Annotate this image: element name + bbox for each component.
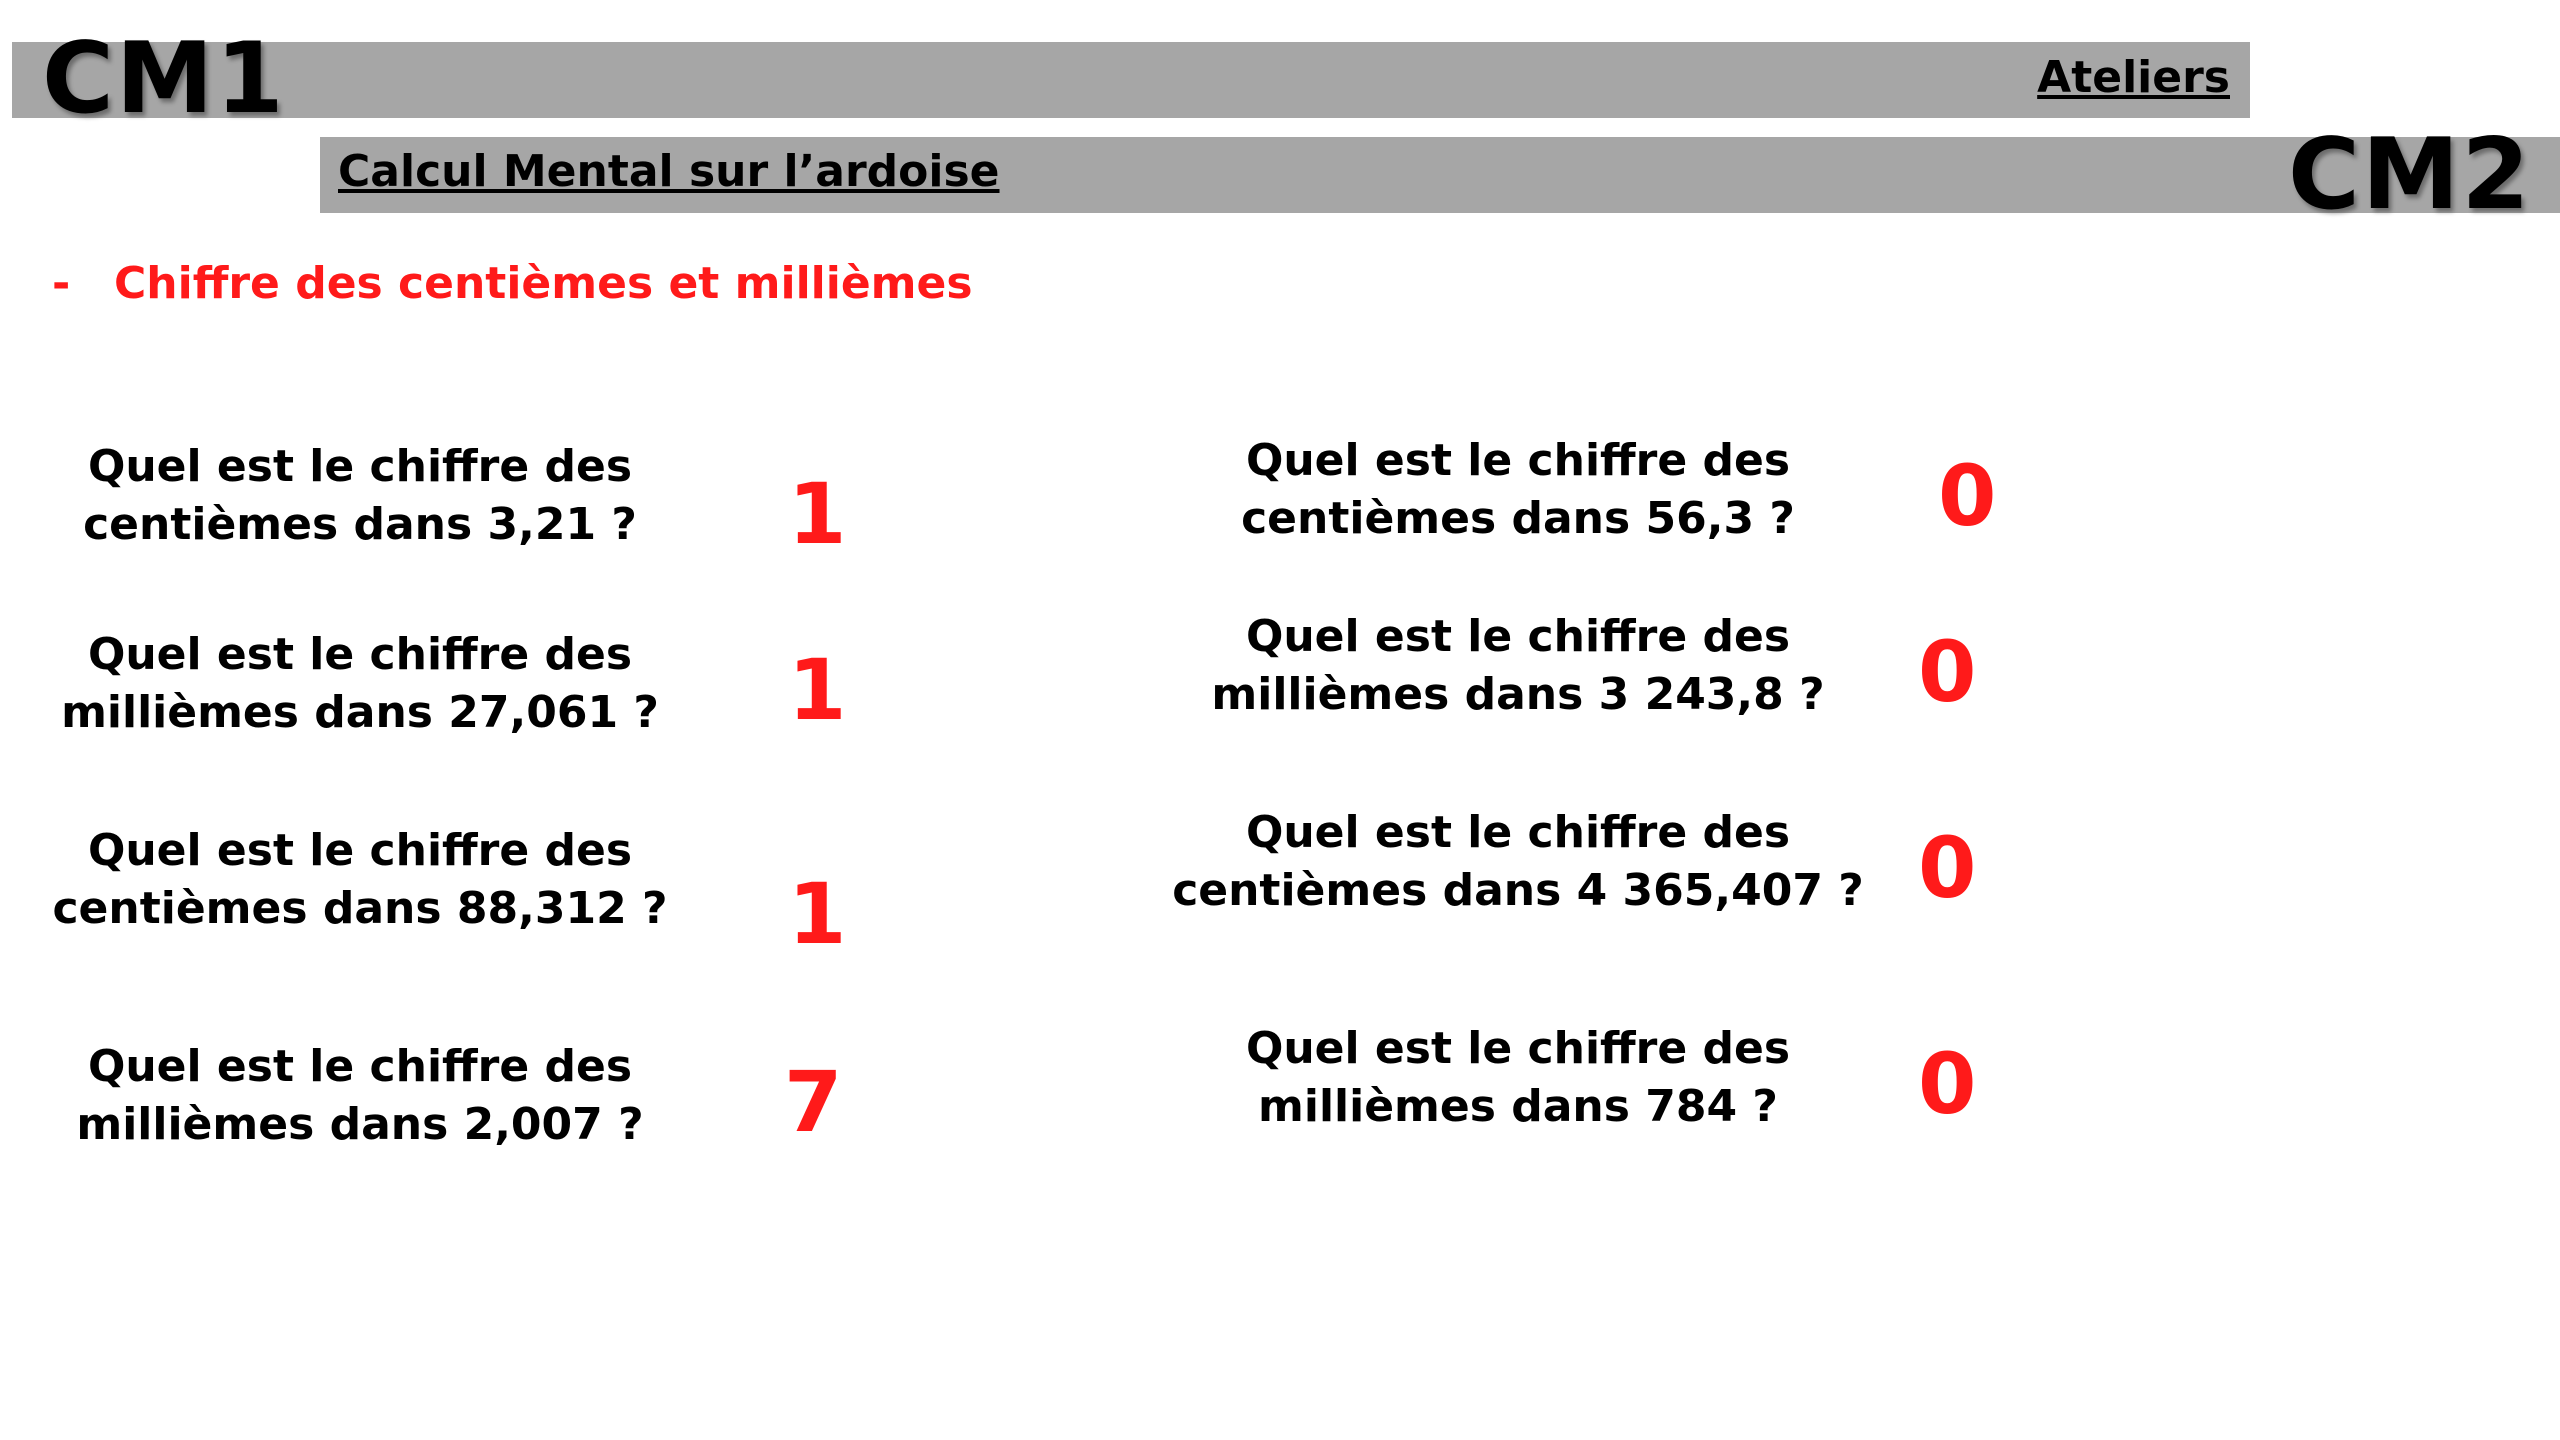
question-line: millièmes dans 784 ? <box>1258 1081 1778 1132</box>
question-line: centièmes dans 88,312 ? <box>52 883 668 934</box>
question-line: Quel est le chiffre des <box>87 825 633 876</box>
header-bar-top <box>12 42 2250 118</box>
question-line: millièmes dans 27,061 ? <box>61 687 659 738</box>
question-line: Quel est le chiffre des <box>87 1041 633 1092</box>
question-left-2 <box>0 626 720 742</box>
question-line: Quel est le chiffre des <box>1245 611 1791 662</box>
topic-heading <box>52 258 973 309</box>
question-right-2 <box>1158 608 1878 724</box>
topic-bullet: - <box>52 258 71 309</box>
question-line: centièmes dans 56,3 ? <box>1241 493 1795 544</box>
question-line: Quel est le chiffre des <box>1245 1023 1791 1074</box>
answer-left-3: 1 <box>788 865 847 963</box>
question-line: centièmes dans 3,21 ? <box>83 499 637 550</box>
question-line: millièmes dans 3 243,8 ? <box>1211 669 1825 720</box>
ateliers-link[interactable]: Ateliers <box>2037 52 2230 103</box>
answer-right-1: 0 <box>1938 447 1997 545</box>
question-line: Quel est le chiffre des <box>87 629 633 680</box>
question-line: millièmes dans 2,007 ? <box>76 1099 644 1150</box>
answer-left-4: 7 <box>784 1053 843 1151</box>
question-line: Quel est le chiffre des <box>87 441 633 492</box>
topic-text: Chiffre des centièmes et millièmes <box>114 258 973 309</box>
question-right-3 <box>1158 804 1878 920</box>
answer-right-2: 0 <box>1918 623 1977 721</box>
answer-right-4: 0 <box>1918 1035 1977 1133</box>
activity-title: Calcul Mental sur l’ardoise <box>338 146 1000 197</box>
question-line: Quel est le chiffre des <box>1245 435 1791 486</box>
question-line: Quel est le chiffre des <box>1245 807 1791 858</box>
answer-left-1: 1 <box>788 465 847 563</box>
question-right-4 <box>1158 1020 1878 1136</box>
question-left-1 <box>0 438 720 554</box>
answer-right-3: 0 <box>1918 819 1977 917</box>
question-line: centièmes dans 4 365,407 ? <box>1172 865 1864 916</box>
question-left-3 <box>0 822 720 938</box>
question-right-1 <box>1158 432 1878 548</box>
question-left-4 <box>0 1038 720 1154</box>
answer-left-2: 1 <box>788 641 847 739</box>
level-label-cm1: CM1 <box>42 22 286 136</box>
level-label-cm2: CM2 <box>2288 118 2532 232</box>
